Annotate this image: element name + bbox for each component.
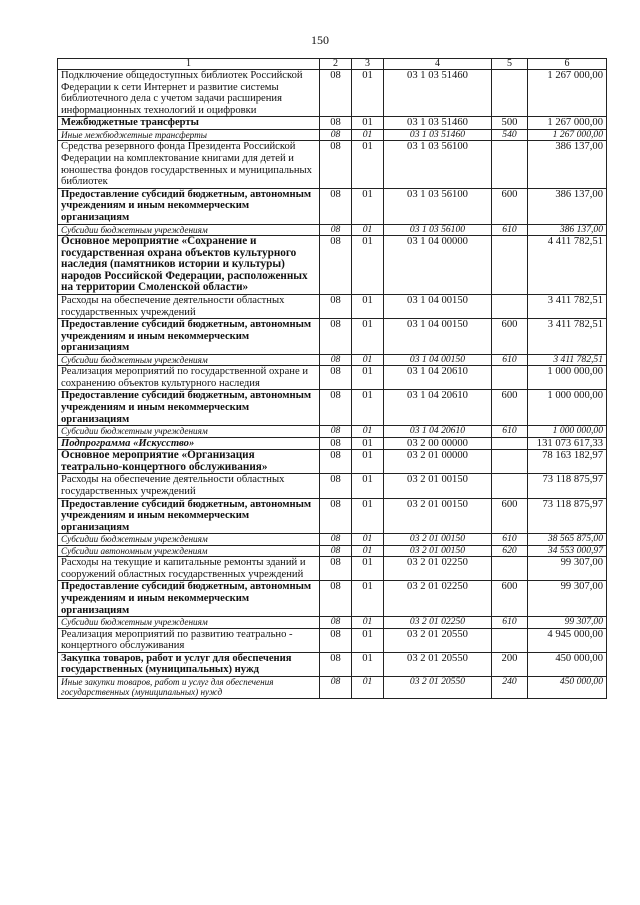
row-type-cell [492,450,528,474]
row-name-cell: Реализация мероприятий по государственной охране и сохранению объектов культурного наследия [58,366,320,390]
row-amount-cell: 99 307,00 [528,617,607,628]
row-section-cell: 01 [352,534,384,545]
table-row [58,628,607,652]
row-ved-cell: 08 [320,390,352,426]
row-ved-cell: 08 [320,117,352,130]
row-type-cell [492,437,528,450]
row-code-cell: 03 2 01 02250 [384,581,492,617]
row-section-cell: 01 [352,294,384,318]
table-row [58,676,607,698]
row-ved-cell: 08 [320,70,352,117]
row-section-cell: 01 [352,319,384,355]
row-section-cell: 01 [352,366,384,390]
row-ved-cell: 08 [320,294,352,318]
row-type-cell [492,628,528,652]
row-amount-cell: 1 267 000,00 [528,70,607,117]
row-amount-cell: 4 411 782,51 [528,235,607,294]
row-type-cell [492,141,528,188]
row-amount-cell: 78 163 182,97 [528,450,607,474]
row-code-cell: 03 1 04 00150 [384,354,492,365]
row-type-cell [492,557,528,581]
row-name-cell: Предоставление субсидий бюджетным, автономным учреждениям и иным некоммерческим организациям [58,581,320,617]
row-name-cell: Межбюджетные трансферты [58,117,320,130]
table-row [58,294,607,318]
row-section-cell: 01 [352,188,384,224]
budget-table [57,58,607,699]
row-section-cell: 01 [352,235,384,294]
table-row [58,366,607,390]
row-amount-cell: 3 411 782,51 [528,294,607,318]
table-row [58,224,607,235]
row-section-cell: 01 [352,652,384,676]
row-amount-cell: 38 565 875,00 [528,534,607,545]
row-ved-cell: 08 [320,474,352,498]
row-section-cell: 01 [352,141,384,188]
row-code-cell: 03 2 01 00000 [384,450,492,474]
row-ved-cell: 08 [320,129,352,140]
row-section-cell: 01 [352,129,384,140]
row-code-cell: 03 2 01 00150 [384,474,492,498]
row-type-cell [492,474,528,498]
row-name-cell: Подключение общедоступных библиотек Российской Федерации к сети Интернет и развитие системы библиотечного дела с учетом задачи расширения информационных технологий и оцифровки [58,70,320,117]
table-row [58,235,607,294]
row-name-cell: Субсидии бюджетным учреждениям [58,617,320,628]
row-section-cell: 01 [352,628,384,652]
row-amount-cell: 386 137,00 [528,141,607,188]
table-row [58,188,607,224]
row-ved-cell: 08 [320,628,352,652]
row-ved-cell: 08 [320,450,352,474]
row-amount-cell: 1 000 000,00 [528,390,607,426]
table-row [58,557,607,581]
row-ved-cell: 08 [320,437,352,450]
table-row [58,437,607,450]
header-col-amount: 6 [528,59,607,70]
row-ved-cell: 08 [320,676,352,698]
row-section-cell: 01 [352,581,384,617]
row-section-cell: 01 [352,617,384,628]
row-code-cell: 03 1 04 00150 [384,294,492,318]
table-header-row [58,59,607,70]
table-row [58,141,607,188]
row-section-cell: 01 [352,450,384,474]
row-ved-cell: 08 [320,557,352,581]
row-type-cell: 600 [492,498,528,534]
row-code-cell: 03 1 03 51460 [384,70,492,117]
table-row [58,117,607,130]
row-ved-cell: 08 [320,235,352,294]
row-code-cell: 03 1 04 20610 [384,390,492,426]
table-row [58,70,607,117]
row-name-cell: Субсидии бюджетным учреждениям [58,224,320,235]
row-code-cell: 03 1 04 00150 [384,319,492,355]
row-ved-cell: 08 [320,188,352,224]
row-amount-cell: 450 000,00 [528,676,607,698]
row-amount-cell: 34 553 000,97 [528,545,607,556]
row-code-cell: 03 1 04 20610 [384,366,492,390]
row-code-cell: 03 2 01 00150 [384,545,492,556]
row-name-cell: Субсидии бюджетным учреждениям [58,354,320,365]
table-row [58,545,607,556]
row-ved-cell: 08 [320,498,352,534]
row-type-cell: 600 [492,581,528,617]
row-type-cell [492,235,528,294]
row-name-cell: Реализация мероприятий по развитию театрально - концертного обслуживания [58,628,320,652]
row-type-cell: 610 [492,224,528,235]
row-code-cell: 03 2 01 02250 [384,557,492,581]
header-col-code: 4 [384,59,492,70]
row-section-cell: 01 [352,426,384,437]
row-name-cell: Закупка товаров, работ и услуг для обеспечения государственных (муниципальных) нужд [58,652,320,676]
row-amount-cell: 99 307,00 [528,557,607,581]
row-section-cell: 01 [352,70,384,117]
row-section-cell: 01 [352,437,384,450]
row-name-cell: Основное мероприятие «Сохранение и государственная охрана объектов культурного наследия (памятников истории и культуры) народов Российской Федерации, расположенных на территории Смоленской области» [58,235,320,294]
row-section-cell: 01 [352,557,384,581]
row-amount-cell: 3 411 782,51 [528,319,607,355]
row-ved-cell: 08 [320,581,352,617]
row-code-cell: 03 2 01 20550 [384,628,492,652]
table-row [58,534,607,545]
row-amount-cell: 1 000 000,00 [528,366,607,390]
row-name-cell: Расходы на обеспечение деятельности областных государственных учреждений [58,474,320,498]
row-section-cell: 01 [352,498,384,534]
row-code-cell: 03 2 01 20550 [384,652,492,676]
row-amount-cell: 386 137,00 [528,188,607,224]
row-amount-cell: 73 118 875,97 [528,474,607,498]
table-row [58,390,607,426]
row-ved-cell: 08 [320,617,352,628]
row-amount-cell: 73 118 875,97 [528,498,607,534]
row-amount-cell: 1 000 000,00 [528,426,607,437]
row-code-cell: 03 2 00 00000 [384,437,492,450]
row-code-cell: 03 1 04 00000 [384,235,492,294]
row-type-cell: 500 [492,117,528,130]
row-section-cell: 01 [352,390,384,426]
row-type-cell: 540 [492,129,528,140]
row-code-cell: 03 2 01 20550 [384,676,492,698]
row-name-cell: Предоставление субсидий бюджетным, автономным учреждениям и иным некоммерческим организациям [58,188,320,224]
row-amount-cell: 1 267 000,00 [528,117,607,130]
row-type-cell: 240 [492,676,528,698]
table-row [58,617,607,628]
row-name-cell: Иные межбюджетные трансферты [58,129,320,140]
row-type-cell: 610 [492,426,528,437]
row-type-cell: 610 [492,617,528,628]
row-ved-cell: 08 [320,534,352,545]
row-amount-cell: 131 073 617,33 [528,437,607,450]
table-row [58,450,607,474]
table-row [58,581,607,617]
row-type-cell [492,294,528,318]
row-name-cell: Субсидии автономным учреждениям [58,545,320,556]
row-name-cell: Предоставление субсидий бюджетным, автономным учреждениям и иным некоммерческим организациям [58,319,320,355]
row-section-cell: 01 [352,545,384,556]
row-code-cell: 03 1 03 51460 [384,117,492,130]
table-row [58,474,607,498]
row-name-cell: Расходы на обеспечение деятельности областных государственных учреждений [58,294,320,318]
row-ved-cell: 08 [320,224,352,235]
row-code-cell: 03 2 01 02250 [384,617,492,628]
row-code-cell: 03 1 03 56100 [384,141,492,188]
row-ved-cell: 08 [320,319,352,355]
row-name-cell: Субсидии бюджетным учреждениям [58,426,320,437]
row-section-cell: 01 [352,354,384,365]
row-type-cell [492,366,528,390]
row-name-cell: Предоставление субсидий бюджетным, автономным учреждениям и иным некоммерческим организациям [58,498,320,534]
row-name-cell: Расходы на текущие и капитальные ремонты зданий и сооружений областных государственных учреждений [58,557,320,581]
row-type-cell: 610 [492,534,528,545]
table-row [58,652,607,676]
row-ved-cell: 08 [320,141,352,188]
header-col-name: 1 [58,59,320,70]
row-ved-cell: 08 [320,545,352,556]
header-col-ved: 2 [320,59,352,70]
table-row [58,498,607,534]
row-amount-cell: 450 000,00 [528,652,607,676]
row-code-cell: 03 2 01 00150 [384,498,492,534]
row-code-cell: 03 1 03 51460 [384,129,492,140]
row-type-cell: 610 [492,354,528,365]
row-name-cell: Средства резервного фонда Президента Российской Федерации на комплектование книгами для детей и юношества фондов государственных и муниципальных библиотек [58,141,320,188]
row-amount-cell: 1 267 000,00 [528,129,607,140]
row-code-cell: 03 2 01 00150 [384,534,492,545]
row-code-cell: 03 1 03 56100 [384,188,492,224]
header-col-type: 5 [492,59,528,70]
table-row [58,129,607,140]
row-amount-cell: 386 137,00 [528,224,607,235]
row-code-cell: 03 1 04 20610 [384,426,492,437]
row-type-cell: 620 [492,545,528,556]
header-col-section: 3 [352,59,384,70]
table-row [58,354,607,365]
row-amount-cell: 99 307,00 [528,581,607,617]
row-section-cell: 01 [352,474,384,498]
row-type-cell: 600 [492,319,528,355]
row-name-cell: Основное мероприятие «Организация театрально-концертного обслуживания» [58,450,320,474]
row-name-cell: Субсидии бюджетным учреждениям [58,534,320,545]
row-code-cell: 03 1 03 56100 [384,224,492,235]
row-ved-cell: 08 [320,354,352,365]
row-ved-cell: 08 [320,426,352,437]
table-row [58,319,607,355]
row-type-cell: 200 [492,652,528,676]
row-section-cell: 01 [352,224,384,235]
row-type-cell: 600 [492,188,528,224]
table-row [58,426,607,437]
row-amount-cell: 3 411 782,51 [528,354,607,365]
row-section-cell: 01 [352,117,384,130]
row-type-cell: 600 [492,390,528,426]
row-amount-cell: 4 945 000,00 [528,628,607,652]
row-ved-cell: 08 [320,652,352,676]
row-section-cell: 01 [352,676,384,698]
row-name-cell: Подпрограмма «Искусство» [58,437,320,450]
row-name-cell: Иные закупки товаров, работ и услуг для обеспечения государственных (муниципальных) нужд [58,676,320,698]
page-number: 150 [311,33,329,47]
row-name-cell: Предоставление субсидий бюджетным, автономным учреждениям и иным некоммерческим организациям [58,390,320,426]
row-type-cell [492,70,528,117]
row-ved-cell: 08 [320,366,352,390]
